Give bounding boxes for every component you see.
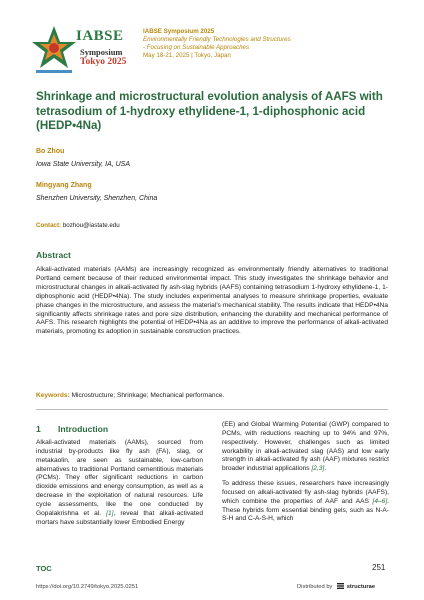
right-paragraph-2 bbox=[222, 480, 389, 524]
left-paragraph-1-text-a: Alkali-activated materials (AAMs), sourced from industrial by-products like fly ash (FA), slag, or metakaolin, are seen as sustainable, low-carbon alternatives to traditional Portland cementitious materials (PCMs). They offer significant reductions in carbon dioxide emissions and energy consumption, as well as a decrease in the exploitation of natural resources. Life cycle assessments, like the one conducted by Gopalakrishna et al. bbox=[36, 439, 203, 517]
author-affiliation-2: Shenzhen University, Shenzhen, China bbox=[36, 195, 158, 202]
logo-iabse-text: IABSE bbox=[76, 28, 124, 44]
left-paragraph-1-text-b: , reveal that alkali-activated mortars have substantially lower Embodied Energy bbox=[36, 509, 203, 526]
author-name-2: Mingyang Zhang bbox=[36, 182, 92, 189]
section-title: Introduction bbox=[58, 424, 109, 434]
right-paragraph-2-text-b: . These hybrids form essential binding gels, such as N-A-S-H and C-A-S-H, which bbox=[222, 497, 389, 523]
keywords-label: Keywords: bbox=[36, 392, 70, 399]
doi-link[interactable]: https://doi.org/10.2749/tokyo.2025.0251 bbox=[36, 584, 139, 590]
right-paragraph-1-text-a: (EE) and Global Warming Potential (GWP) compared to PCMs, with reductions reaching up to 94% and 97%, respectively. However, challenges such as limited workability in alkali-activated slag (AAS) and low early strength in alkali-activated fly ash (AAF) mixtures restrict broader industrial applications bbox=[222, 421, 389, 473]
author-affiliation-1: Iowa State University, IA, USA bbox=[36, 161, 131, 168]
citation-link[interactable]: [4–6] bbox=[372, 497, 388, 505]
contact-line bbox=[36, 222, 120, 229]
author-name-1: Bo Zhou bbox=[36, 148, 65, 155]
abstract-heading: Abstract bbox=[36, 250, 71, 260]
logo-tokyo-text: Tokyo 2025 bbox=[80, 57, 127, 67]
contact-email[interactable]: bozhou@iastate.edu bbox=[62, 222, 120, 229]
conference-logo bbox=[30, 20, 130, 80]
paper-title: Shrinkage and microstructural evolution analysis of AAFS with tetrasodium of 1-hydroxy ethylidene-1, 1-diphosphonic acid (HEDP•4Na) bbox=[36, 90, 383, 133]
contact-label: Contact: bbox=[36, 222, 62, 229]
section-divider bbox=[36, 409, 388, 410]
right-paragraph-1-text-b: . bbox=[324, 465, 327, 473]
distributor-line bbox=[297, 583, 375, 590]
right-paragraph-2-text-a: To address these issues, researchers have increasingly focused on alkali-activated fly ash-slag hybrids (AAFS), which combine the properties of AAF and AAS bbox=[222, 480, 389, 505]
structurae-logo-icon bbox=[337, 583, 344, 589]
keywords-text: Microstructure; Shrinkage; Mechanical performance. bbox=[71, 392, 225, 399]
distributor-name[interactable]: structurae bbox=[346, 584, 376, 590]
iabse-star-logo-icon bbox=[30, 24, 78, 76]
section-number: 1 bbox=[36, 424, 41, 434]
keywords-line bbox=[36, 392, 388, 399]
conference-subtitle-2: - Focusing on Sustainable Approaches bbox=[143, 44, 250, 51]
body-column-left bbox=[36, 439, 203, 533]
conference-subtitle-1: Environmentally Friendly Technologies and Structures bbox=[143, 36, 291, 43]
body-column-right bbox=[222, 421, 389, 530]
citation-link[interactable]: [1] bbox=[106, 509, 114, 517]
abstract-text: Alkali-activated materials (AAMs) are increasingly recognized as environmentally friendly alternatives to traditional Portland cement because of their reduced environmental impact. This study investigates the shrinkage behavior and microstructural changes in alkali-activated fly ash-slag hybrids (AAFS) containing tetrasodium 1-hydroxy ethylidene-1, 1-diphosphonic acid (HEDP•4Na). The study includes experimental analyses to measure shrinkage properties, evaluate phase changes in the microstructure, and assess the material’s mechanical stability. The results indicate that HEDP•4Na significantly affects shrinkage rates and pore size distribution, enhancing the durability and mechanical performance of AAFS. This research highlights the potential of HEDP•4Na as an additive to improve the performance of alkali-activated materials, promoting its adoption in sustainable construction practices. bbox=[36, 266, 388, 336]
logo-symposium-text: Symposium bbox=[80, 47, 123, 57]
citation-link[interactable]: [2,3] bbox=[311, 465, 325, 473]
page-number: 251 bbox=[372, 563, 386, 572]
toc-link[interactable]: TOC bbox=[36, 564, 52, 573]
section-heading bbox=[36, 424, 108, 434]
distributed-by-label: Distributed by bbox=[297, 584, 333, 590]
right-paragraph-1 bbox=[222, 421, 389, 474]
conference-title: IABSE Symposium 2025 bbox=[143, 28, 215, 35]
conference-date: May 18-21, 2025 | Tokyo, Japan bbox=[143, 52, 231, 59]
conference-info bbox=[143, 28, 413, 60]
left-paragraph-1 bbox=[36, 439, 203, 527]
